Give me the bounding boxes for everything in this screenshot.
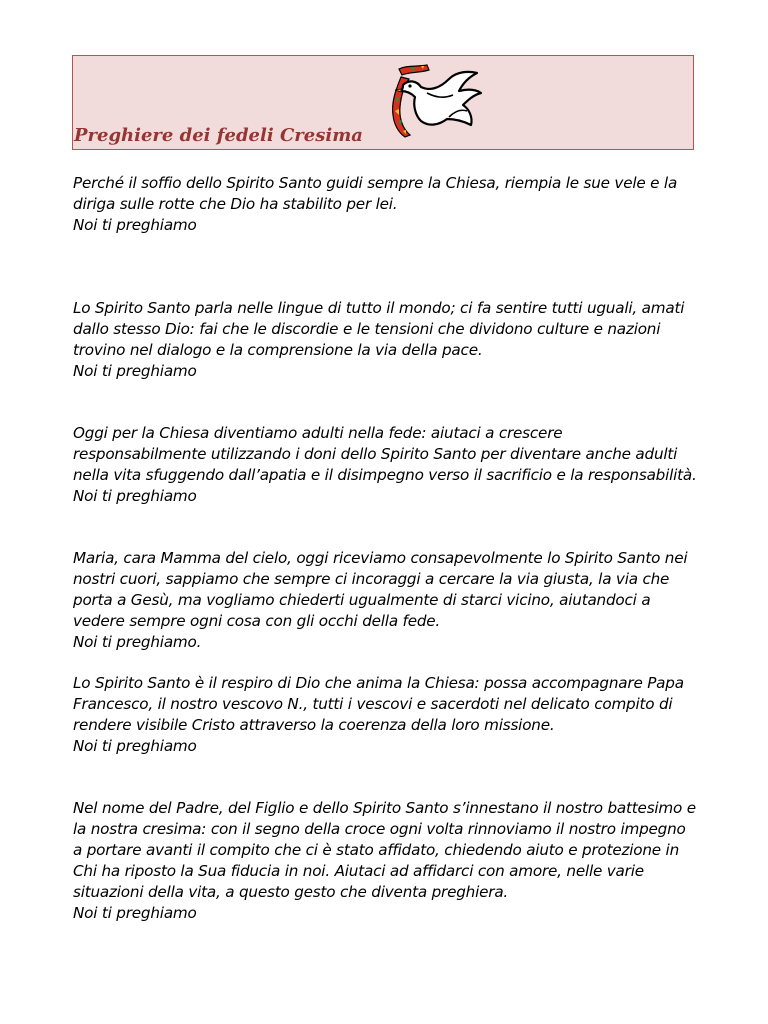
prayer-item: [73, 298, 698, 423]
prayer-text: Nel nome del Padre, del Figlio e dello Spirito Santo s’innestano il nostro battesimo e la nostra cresima: con il segno della croce ogni volta rinnoviamo il nostro impegno a portare avanti il compito che ci è stato affidato, chiedendo aiuto e protezione in Chi ha riposto la Sua fiducia in noi. Aiutaci ad affidarci con amore, nelle varie situazioni della vita, a questo gesto che diventa preghiera.: [73, 799, 696, 901]
prayer-item: [73, 423, 698, 548]
prayer-text: Lo Spirito Santo parla nelle lingue di tutto il mondo; ci fa sentire tutti uguali, amati dallo stesso Dio: fai che le discordie e le tensioni che dividono culture e nazioni trovino nel dialogo e la comprensione la via della pace.: [73, 299, 685, 359]
prayer-text: Oggi per la Chiesa diventiamo adulti nella fede: aiutaci a crescere responsabilmente utilizzando i doni dello Spirito Santo per diventare anche adulti nella vita sfuggendo dall’apatia e il disimpegno verso il sacrificio e la responsabilità.: [73, 424, 697, 484]
prayer-response: Noi ti preghiamo.: [73, 633, 202, 651]
prayer-text: Lo Spirito Santo è il respiro di Dio che anima la Chiesa: possa accompagnare Papa Francesco, il nostro vescovo N., tutti i vescovi e sacerdoti nel delicato compito di rendere visibile Cristo attraverso la coerenza della loro missione.: [73, 674, 684, 734]
prayer-response: Noi ti preghiamo: [73, 216, 197, 234]
dove-body: [401, 72, 481, 125]
prayer-response: Noi ti preghiamo: [73, 487, 197, 505]
prayer-text: Maria, cara Mamma del cielo, oggi riceviamo consapevolmente lo Spirito Santo nei nostri cuori, sappiamo che sempre ci incoraggi a cercare la via giusta, la via che porta a Gesù, ma vogliamo chiederti ugualmente di starci vicino, aiutandoci a vedere sempre ogni cosa con gli occhi della fede.: [73, 549, 688, 630]
prayer-text: Perché il soffio dello Spirito Santo guidi sempre la Chiesa, riempia le sue vele e la diriga sulle rotte che Dio ha stabilito per lei.: [73, 174, 678, 213]
prayer-list: [73, 173, 698, 923]
page-title: Preghiere dei fedeli Cresima: [74, 125, 363, 146]
title-box: [72, 55, 694, 150]
prayer-response: Noi ti preghiamo: [73, 362, 197, 380]
prayer-item: [73, 673, 698, 798]
prayer-item: [73, 798, 698, 923]
dove-eye: [408, 84, 411, 87]
prayer-item: [73, 548, 698, 673]
prayer-response: Noi ti preghiamo: [73, 737, 197, 755]
dove-icon: [383, 59, 483, 143]
prayer-item: [73, 173, 698, 298]
prayer-response: Noi ti preghiamo: [73, 904, 197, 922]
